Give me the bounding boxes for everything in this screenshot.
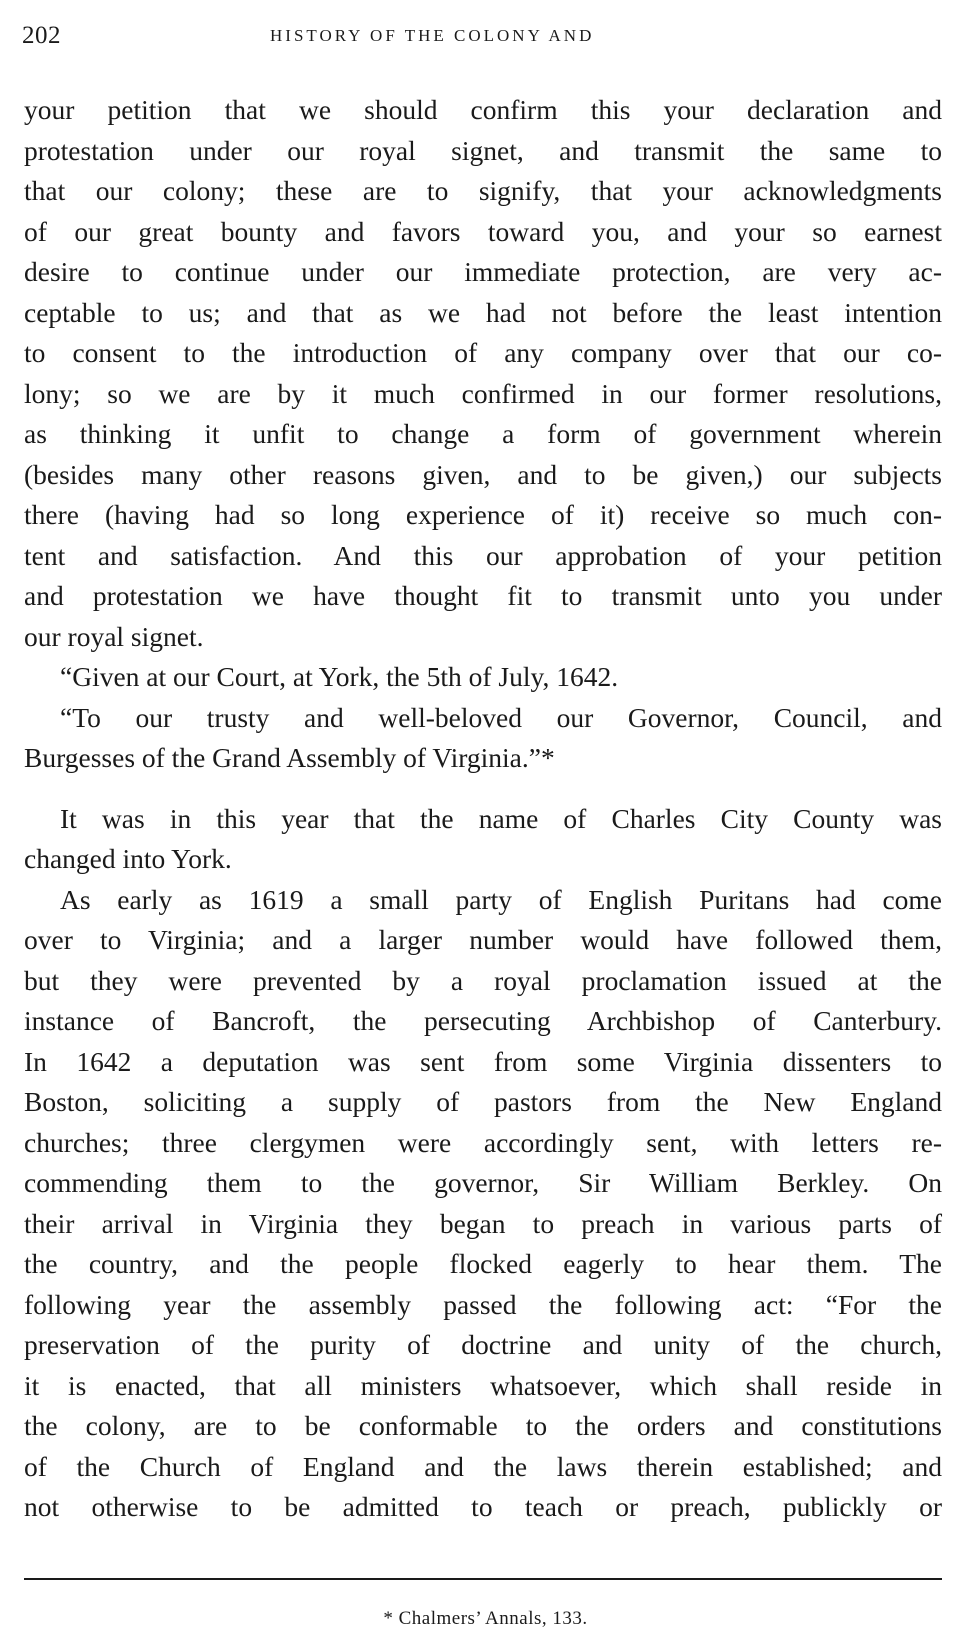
text-line: instance of Bancroft, the persecuting Archbishop of Canterbury. (24, 1005, 942, 1036)
text-line: ceptable to us; and that as we had not before the least intention (24, 296, 942, 328)
paragraph-gap (24, 779, 942, 799)
text-line: over to Virginia; and a larger number would have followed them, (24, 924, 942, 955)
footnote-rule (24, 1578, 942, 1580)
text-line: changed into York. (24, 843, 232, 874)
text-line: and protestation we have thought fit to transmit unto you under (24, 580, 942, 611)
text-line: not otherwise to be admitted to teach or preach, publickly or (24, 1491, 942, 1522)
running-head: HISTORY OF THE COLONY AND (270, 26, 595, 45)
text-line: but they were prevented by a royal proclamation issued at the (24, 964, 942, 996)
text-line: Burgesses of the Grand Assembly of Virginia.”* (24, 742, 555, 773)
text-line: there (having had so long experience of it) receive so much con- (24, 499, 942, 530)
text-line: (besides many other reasons given, and to be given,) our subjects (24, 458, 942, 490)
text-line: it is enacted, that all ministers whatsoever, which shall reside in (24, 1369, 942, 1401)
text-line: the colony, are to be conformable to the orders and constitutions (24, 1410, 942, 1441)
text-line: lony; so we are by it much confirmed in our former resolutions, (24, 377, 942, 409)
text-line: preservation of the purity of doctrine and unity of the church, (24, 1329, 942, 1360)
text-line: As early as 1619 a small party of English Puritans had come (60, 883, 942, 915)
text-line: churches; three clergymen were accordingly sent, with letters re- (24, 1126, 942, 1158)
text-line: desire to continue under our immediate protection, are very ac- (24, 256, 942, 287)
text-line: commending them to the governor, Sir William Berkley. On (24, 1167, 942, 1198)
text-line: that our colony; these are to signify, that your acknowledgments (24, 175, 942, 206)
text-line: protestation under our royal signet, and transmit the same to (24, 134, 942, 166)
text-line: Boston, soliciting a supply of pastors from the New England (24, 1086, 942, 1117)
text-line: the country, and the people flocked eagerly to hear them. The (24, 1248, 942, 1279)
text-line: “To our trusty and well-beloved our Governor, Council, and (60, 701, 942, 733)
text-line: our royal signet. (24, 620, 204, 652)
page-header (22, 22, 942, 52)
text-line: It was in this year that the name of Charles City County was (60, 802, 942, 834)
text-line: your petition that we should confirm this your declaration and (24, 94, 942, 125)
text-line: of the Church of England and the laws therein established; and (24, 1450, 942, 1482)
page-number: 202 (22, 22, 61, 49)
footnote: * Chalmers’ Annals, 133. (383, 1608, 588, 1629)
text-line: “Given at our Court, at York, the 5th of July, 1642. (60, 661, 619, 692)
text-line: of our great bounty and favors toward you, and your so earnest (24, 215, 942, 247)
body-text (24, 90, 942, 1528)
text-line: to consent to the introduction of any company over that our co- (24, 337, 942, 368)
text-line: their arrival in Virginia they began to preach in various parts of (24, 1207, 942, 1239)
text-line: tent and satisfaction. And this our approbation of your petition (24, 539, 942, 571)
text-line: as thinking it unfit to change a form of government wherein (24, 418, 942, 449)
text-line: In 1642 a deputation was sent from some Virginia dissenters to (24, 1045, 942, 1077)
text-line: following year the assembly passed the following act: “For the (24, 1288, 942, 1320)
